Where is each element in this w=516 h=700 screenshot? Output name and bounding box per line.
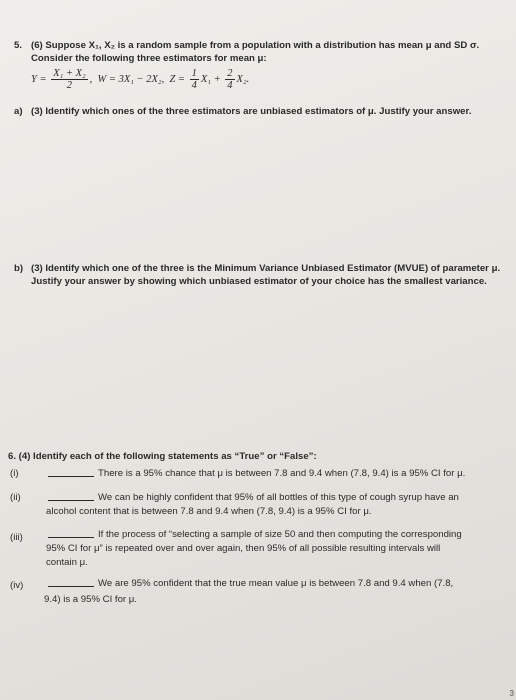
q6-item-iii-line3: contain μ.	[46, 557, 88, 568]
q5-intro-line1: (6) Suppose X₁, X₂ is a random sample from a population with a distribution has mean μ and SD σ.	[31, 40, 480, 51]
part-a-text: (3) Identify which ones of the three estimators are unbiased estimators of μ. Justify your answer.	[31, 106, 472, 117]
part-b-label: b)	[14, 263, 24, 274]
part-b-line2: Justify your answer by showing which unbiased estimator of your choice has the smallest variance.	[31, 276, 487, 287]
q6-item-ii-line1	[44, 492, 459, 504]
q6-item-iv-text: We are 95% confident that the true mean value μ is between 7.8 and 9.4 when (7.8,	[98, 578, 454, 589]
q6-item-iv-label: (iv)	[10, 580, 24, 591]
estimators-equation	[31, 68, 249, 94]
q6-item-iii-text: If the process of “selecting a sample of size 50 and then computing the corresponding	[98, 529, 462, 540]
z1-denominator: 4	[191, 80, 197, 92]
q6-item-iv-line1	[44, 578, 453, 590]
answer-blank[interactable]	[48, 537, 94, 538]
q6-heading: 6. (4) Identify each of the following statements as “True” or “False”:	[8, 451, 317, 462]
answer-blank[interactable]	[48, 586, 94, 587]
y-denominator: 2	[66, 80, 73, 92]
q5-intro-line2: Consider the following three estimators for mean μ:	[31, 53, 267, 64]
y-numerator: X₁ + X₂	[53, 68, 86, 80]
z-fraction-2	[225, 68, 234, 91]
q5-number: 5.	[14, 40, 23, 51]
z-middle: X₁ +	[200, 74, 221, 85]
q6-item-ii-label: (ii)	[10, 492, 21, 503]
page-number: 3	[509, 689, 514, 698]
z2-denominator: 4	[227, 80, 233, 92]
part-a-label: a)	[14, 106, 23, 117]
q6-item-iii-label: (iii)	[10, 532, 23, 543]
z-end: X₂.	[236, 74, 250, 85]
z-fraction-1	[190, 68, 199, 91]
z-lhs: Z =	[169, 74, 186, 85]
w-estimator: W = 3X₁ − 2X₂,	[97, 74, 165, 85]
answer-blank[interactable]	[48, 500, 94, 501]
z2-numerator: 2	[227, 68, 233, 80]
q6-item-i-line1	[44, 468, 465, 480]
q6-item-ii-text: We can be highly confident that 95% of all bottles of this type of cough syrup have an	[98, 492, 459, 503]
z1-numerator: 1	[191, 68, 197, 80]
q6-item-iii-line1	[44, 529, 462, 541]
separator: ,	[89, 74, 93, 85]
q6-item-ii-line2: alcohol content that is between 7.8 and 9.4 when (7.8, 9.4) is a 95% CI for μ.	[46, 506, 372, 517]
q6-item-iv-line2: 9.4) is a 95% CI for μ.	[44, 594, 137, 605]
q6-item-iii-line2: 95% CI for μ” is repeated over and over again, then 95% of all possible resulting intervals will	[46, 543, 441, 554]
q6-item-i-text: There is a 95% chance that μ is between 7.8 and 9.4 when (7.8, 9.4) is a 95% CI for μ.	[98, 468, 466, 479]
part-b-line1: (3) Identify which one of the three is the Minimum Variance Unbiased Estimator (MVUE) of parameter μ.	[31, 263, 501, 274]
answer-blank[interactable]	[48, 476, 94, 477]
y-fraction	[51, 68, 87, 91]
y-lhs: Y =	[31, 74, 47, 85]
q6-item-i-label: (i)	[10, 468, 19, 479]
